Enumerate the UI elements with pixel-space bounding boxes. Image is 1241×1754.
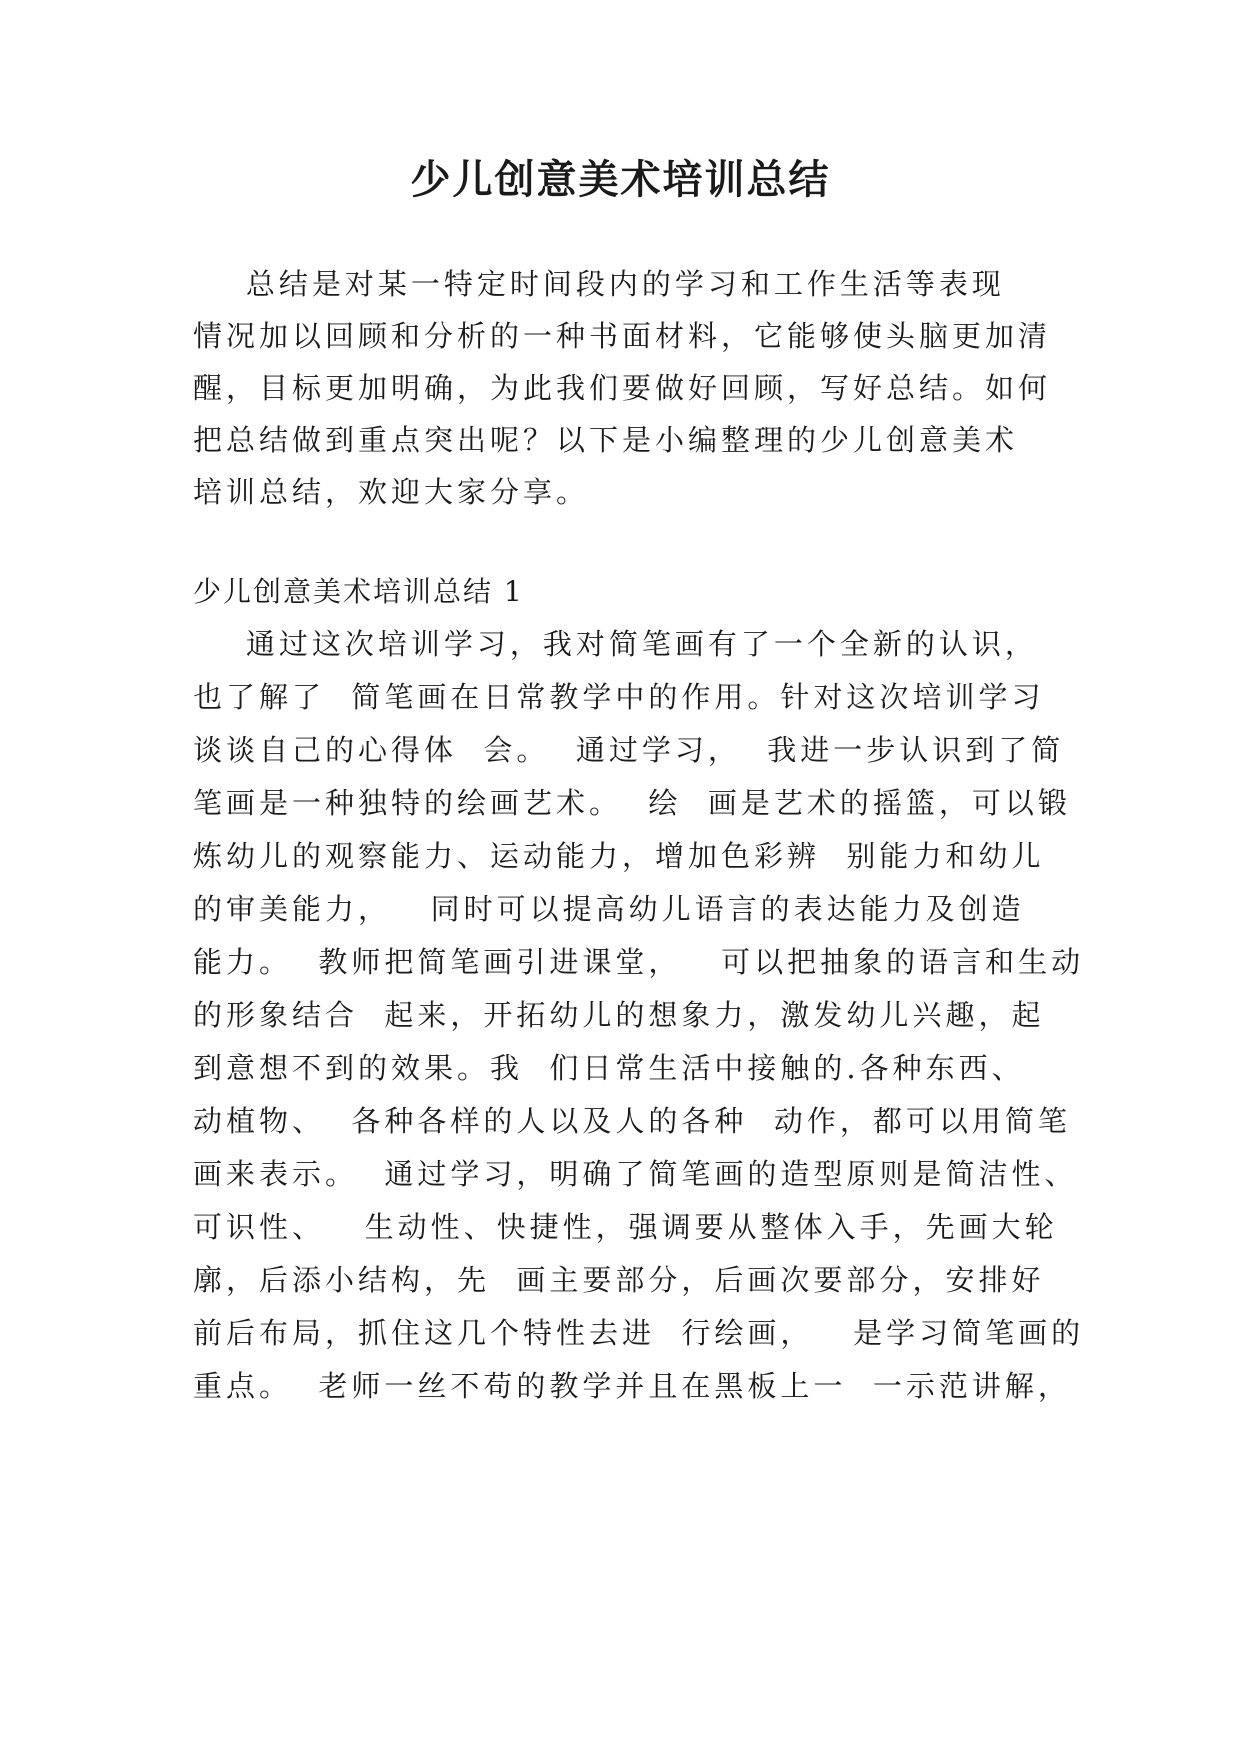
body-line: 笔画是一种独特的绘画艺术。 绘 画是艺术的摇篮，可以锻 [193,786,1071,820]
body-line: 到意想不到的效果。我 们日常生活中接触的.各种东西、 [193,1051,1025,1085]
body-line: 炼幼儿的观察能力、运动能力，增加色彩辨 别能力和幼儿 [193,839,1045,873]
body-line: 动植物、 各种各样的人以及人的各种 动作，都可以用简笔 [193,1104,1071,1138]
body-line: 谈谈自己的心得体 会。 通过学习， 我进一步认识到了简 [193,733,1065,767]
intro-line: 把总结做到重点突出呢？以下是小编整理的少儿创意美术 [193,423,1019,457]
body-line: 廓，后添小结构，先 画主要部分，后画次要部分，安排好 [193,1263,1045,1297]
section-heading: 少儿创意美术培训总结 1 [193,575,524,608]
intro-line: 总结是对某一特定时间段内的学习和工作生活等表现 [193,267,1005,301]
body-line: 通过这次培训学习，我对简笔画有了一个全新的认识， [193,627,1038,661]
body-line: 画来表示。 通过学习，明确了简笔画的造型原则是简洁性、 [193,1157,1078,1191]
body-line: 的审美能力， 同时可以提高幼儿语言的表达能力及创造 [193,892,1025,926]
body-line: 前后布局，抓住这几个特性去进 行绘画， 是学习简笔画的 [193,1316,1085,1350]
body-line: 的形象结合 起来，开拓幼儿的想象力，激发幼儿兴趣，起 [193,998,1045,1032]
body-line: 重点。 老师一丝不苟的教学并且在黑板上一 一示范讲解， [193,1369,1071,1403]
body-line: 可识性、 生动性、快捷性，强调要从整体入手，先画大轮 [193,1210,1058,1244]
document-title: 少儿创意美术培训总结 [410,156,831,203]
intro-line: 醒，目标更加明确，为此我们要做好回顾，写好总结。如何 [193,371,1052,405]
body-line: 能力。 教师把简笔画引进课堂， 可以把抽象的语言和生动 [193,945,1085,979]
intro-line: 情况加以回顾和分析的一种书面材料，它能够使头脑更加清 [193,319,1052,353]
intro-line: 培训总结，欢迎大家分享。 [193,475,590,509]
body-line: 也了解了 简笔画在日常教学中的作用。针对这次培训学习 [193,680,1045,714]
